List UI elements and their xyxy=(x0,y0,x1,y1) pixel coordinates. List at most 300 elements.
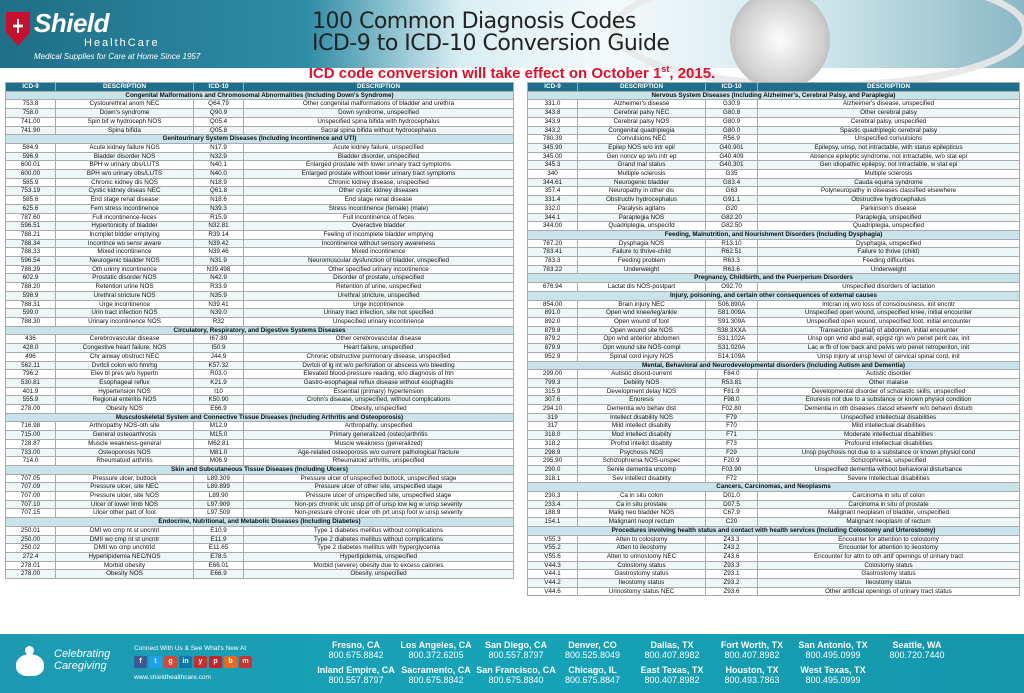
icd10-description: Unspecified intellectual disabilities xyxy=(758,413,1020,422)
icd10-description: Rheumatoid arthritis, unspecified xyxy=(244,457,514,466)
icd10-code: M62.81 xyxy=(194,439,244,448)
section-title: Feeding, Malnutrition, and Nourishment Disorders (Including Dysphagia) xyxy=(528,230,1020,239)
youtube-icon[interactable]: y xyxy=(194,656,207,668)
icd9-code: 788.31 xyxy=(6,300,56,309)
icd9-code: 952.9 xyxy=(528,352,578,361)
icd9-description: Malig neo bladder NOS xyxy=(578,509,706,518)
icd10-code: Z93.1 xyxy=(706,570,758,579)
icd9-code: 600.00 xyxy=(6,170,56,179)
icd10-code: E11.65 xyxy=(194,544,244,553)
section-header-row xyxy=(528,526,1020,535)
icd9-description: Brain injury NEC xyxy=(578,300,706,309)
icd9-code: 250.00 xyxy=(6,535,56,544)
icd9-description: DMI wo cmp nt st uncntrl xyxy=(56,526,194,535)
icd10-code: E66.9 xyxy=(194,570,244,579)
icd10-code: G83.4 xyxy=(706,178,758,187)
icd10-description: Enuresis not due to a substance or known physiol condition xyxy=(758,396,1020,405)
icd9-code: 585.6 xyxy=(6,196,56,205)
table-row xyxy=(528,100,1020,109)
icd10-description: Non-prs chronic ulc unsp prt of unsp low leg w unsp severity xyxy=(244,500,514,509)
icd9-code: V55.3 xyxy=(528,535,578,544)
icd9-description: Cystourethral anom NEC xyxy=(56,100,194,109)
icd9-code: 562.11 xyxy=(6,361,56,370)
icd9-code: 343.2 xyxy=(528,126,578,135)
icd9-code: 600.01 xyxy=(6,161,56,170)
icd9-code: 344.1 xyxy=(528,213,578,222)
table-row xyxy=(528,518,1020,527)
icd9-code: 796.2 xyxy=(6,370,56,379)
icd10-code: I67.89 xyxy=(194,335,244,344)
icd10-code: Q90.9 xyxy=(194,109,244,118)
table-row xyxy=(528,457,1020,466)
col-icd10: ICD-10 xyxy=(194,83,244,92)
table-row xyxy=(6,526,514,535)
table-body-left xyxy=(6,91,514,578)
icd10-code: R53.81 xyxy=(706,378,758,387)
icd9-code: 585.9 xyxy=(6,178,56,187)
table-row xyxy=(6,100,514,109)
icd10-description: Other congenital malformations of bladder and urethra xyxy=(244,100,514,109)
section-header-row xyxy=(528,274,1020,283)
icd10-description: Feeding difficulties xyxy=(758,257,1020,266)
table-row xyxy=(6,109,514,118)
icd9-description: Intellect disability NOS xyxy=(578,413,706,422)
icd10-code: D07.5 xyxy=(706,500,758,509)
icd9-code: 343.8 xyxy=(528,109,578,118)
icd10-description: Enlarged prostate without lower urinary tract symptoms xyxy=(244,170,514,179)
col-icd9: ICD-9 xyxy=(6,83,56,92)
icd10-description: Intcran inj w/o loss of consciousness, init encntr xyxy=(758,300,1020,309)
icd9-description: Schizophrenia NOS-unspec xyxy=(578,457,706,466)
notice-tail: , 2015. xyxy=(669,65,716,82)
icd10-code: L89.90 xyxy=(194,492,244,501)
title-line-2: ICD-9 to ICD-10 Conversion Guide xyxy=(312,31,670,56)
icd10-description: Gastrostomy status xyxy=(758,570,1020,579)
icd10-code: F84.0 xyxy=(706,370,758,379)
icd9-code: 715.00 xyxy=(6,431,56,440)
icd9-code: 278.01 xyxy=(6,561,56,570)
pinterest-icon[interactable]: p xyxy=(209,656,222,668)
icd10-code: F03.90 xyxy=(706,465,758,474)
table-row xyxy=(528,178,1020,187)
icd10-code: G63 xyxy=(706,187,758,196)
icd9-code: 345.00 xyxy=(528,152,578,161)
table-row xyxy=(528,135,1020,144)
icd10-description: Feeling of incomplete bladder emptying xyxy=(244,230,514,239)
table-row xyxy=(6,570,514,579)
icd10-description: Lac w fb of low back and pelvis w/o penet retroperiton, init xyxy=(758,344,1020,353)
icd10-description: Full incontinence of feces xyxy=(244,213,514,222)
icd9-code: V44.6 xyxy=(528,587,578,596)
icd9-code: 344.00 xyxy=(528,222,578,231)
icd10-code: N42.9 xyxy=(194,274,244,283)
icd9-code: 602.9 xyxy=(6,274,56,283)
icd9-description: Neuropathy in other dis xyxy=(578,187,706,196)
icd10-code: Q64.79 xyxy=(194,100,244,109)
icd9-description: Pressure ulcer, buttock xyxy=(56,474,194,483)
icd10-code: S06.890A xyxy=(706,300,758,309)
table-row xyxy=(528,492,1020,501)
icd10-description: Chronic kidney disease, unspecified xyxy=(244,178,514,187)
table-row xyxy=(528,509,1020,518)
table-row xyxy=(6,309,514,318)
icd10-description: Disorder of prostate, unspecified xyxy=(244,274,514,283)
icd9-description: Open wound of foot xyxy=(578,317,706,326)
icd10-code: G80.8 xyxy=(706,109,758,118)
table-row xyxy=(528,204,1020,213)
icd10-description: Non-pressure chronic ulcer oth prt unsp foot w unsp severity xyxy=(244,509,514,518)
location-east-texas: East Texas, TX 800.407.8982 xyxy=(640,665,704,685)
section-title: Injury, poisoning, and certain other consequences of external causes xyxy=(528,291,1020,300)
brand-tagline: Medical Supplies for Care at Home Since 1957 xyxy=(34,52,201,61)
icd9-code: 783.41 xyxy=(528,248,578,257)
icd9-description: Mild intellect disabilty xyxy=(578,422,706,431)
icd10-description: Other malaise xyxy=(758,378,1020,387)
icd10-description: Type 2 diabetes mellitus without complications xyxy=(244,535,514,544)
section-header-row xyxy=(528,91,1020,100)
icd10-code: R56.9 xyxy=(706,135,758,144)
location-los-angeles: Los Angeles, CA 800.372.6205 xyxy=(400,640,472,660)
icd9-description: Congenital quadriplegia xyxy=(578,126,706,135)
codes-table-left xyxy=(5,82,514,579)
icd9-code: 625.6 xyxy=(6,204,56,213)
icd10-code: S91.309A xyxy=(706,317,758,326)
icd9-description: Chr airway obstruct NEC xyxy=(56,352,194,361)
icd9-description: Congestive heart failure, NOS xyxy=(56,344,194,353)
icd10-description: Crohn's disease, unspecified, without complications xyxy=(244,396,514,405)
icd9-description: Neurogenic bladder NOS xyxy=(56,257,194,266)
icd9-code: 345.90 xyxy=(528,143,578,152)
icd10-code: N31.9 xyxy=(194,257,244,266)
icd9-code: 294.10 xyxy=(528,405,578,414)
table-row xyxy=(528,143,1020,152)
icd9-description: Psychosis NOS xyxy=(578,448,706,457)
icd10-description: Dvrtcli of lg int w/o perforation or abscess w/o bleeding xyxy=(244,361,514,370)
table-row xyxy=(6,170,514,179)
icd10-code: N18.6 xyxy=(194,196,244,205)
icd10-description: Overactive bladder xyxy=(244,222,514,231)
linkedin-icon[interactable]: in xyxy=(179,656,192,668)
table-row xyxy=(528,422,1020,431)
icd10-code: F29 xyxy=(706,448,758,457)
icd10-description: Unspecified urinary incontinence xyxy=(244,317,514,326)
icd9-code: 787.20 xyxy=(528,239,578,248)
icd10-code: E66.01 xyxy=(194,561,244,570)
icd9-code: 154.1 xyxy=(528,518,578,527)
icd9-description: Debility NOS xyxy=(578,378,706,387)
location-inland-empire: Inland Empire, CA 800.557.8797 xyxy=(317,665,395,685)
icd9-description: Cystic kidney diseas NEC xyxy=(56,187,194,196)
twitter-icon[interactable]: t xyxy=(149,656,162,668)
icd10-code: N39.46 xyxy=(194,248,244,257)
icd9-description: General osteoarthrosis xyxy=(56,431,194,440)
icd10-description: Carcinoma in situ of prostate xyxy=(758,500,1020,509)
icd9-description: Ileostomy status xyxy=(578,579,706,588)
icd9-code: 332.0 xyxy=(528,204,578,213)
icd9-description: Alzheimer's disease xyxy=(578,100,706,109)
table-row xyxy=(6,335,514,344)
blog-icon[interactable]: b xyxy=(224,656,237,668)
icd9-code: 728.87 xyxy=(6,439,56,448)
table-row xyxy=(528,352,1020,361)
table-row xyxy=(6,283,514,292)
icd10-code: M81.0 xyxy=(194,448,244,457)
table-row xyxy=(528,344,1020,353)
table-row xyxy=(528,187,1020,196)
icd9-code: 780.39 xyxy=(528,135,578,144)
icd9-description: Atten to colostomy xyxy=(578,535,706,544)
icd9-description: Mod intellect disabilty xyxy=(578,431,706,440)
icd10-code: D01.0 xyxy=(706,492,758,501)
icd10-code: S14.109A xyxy=(706,352,758,361)
table-row xyxy=(528,239,1020,248)
icd10-code: K21.9 xyxy=(194,378,244,387)
icd10-description: Obstructive hydrocephalus xyxy=(758,196,1020,205)
icd10-description: End stage renal disease xyxy=(244,196,514,205)
table-row xyxy=(6,248,514,257)
icd9-code: 357.4 xyxy=(528,187,578,196)
table-row xyxy=(6,300,514,309)
table-header-row xyxy=(528,83,1020,92)
icd9-description: Prostatic disorder NOS xyxy=(56,274,194,283)
icd10-description: Heart failure, unspecified xyxy=(244,344,514,353)
table-row xyxy=(6,396,514,405)
icd9-description: Arthropathy NOS-oth site xyxy=(56,422,194,431)
icd10-description: Schizophrenia, unspecified xyxy=(758,457,1020,466)
icd9-code: 753.8 xyxy=(6,100,56,109)
icd10-code: G30.9 xyxy=(706,100,758,109)
location-san-diego: San Diego, CA 800.557.8797 xyxy=(484,640,547,660)
icd10-description: Quadriplegia, unspecified xyxy=(758,222,1020,231)
section-title: Mental, Behavioral and Neurodevelopmental disorders (Including Autism and Dementia) xyxy=(528,361,1020,370)
icd9-description: Obesity NOS xyxy=(56,405,194,414)
icd10-code: N39.0 xyxy=(194,309,244,318)
table-row xyxy=(6,561,514,570)
icd10-description: Urinary tract infection, site not specified xyxy=(244,309,514,318)
section-header-row xyxy=(528,483,1020,492)
notice-text: ICD code conversion will take effect on October 1 xyxy=(308,65,662,82)
table-row xyxy=(6,152,514,161)
section-header-row xyxy=(6,135,514,144)
table-row xyxy=(528,500,1020,509)
celebrating-caregiving-text xyxy=(54,648,110,672)
icd9-description: DMII wo cmp uncntrld xyxy=(56,544,194,553)
icd9-description: Oth urinry incontinence xyxy=(56,265,194,274)
icd9-code: 787.60 xyxy=(6,213,56,222)
social-links xyxy=(134,656,252,668)
table-row xyxy=(6,387,514,396)
icd10-code: F81.9 xyxy=(706,387,758,396)
icd9-description: Dvrtcli colon w/o hmrhg xyxy=(56,361,194,370)
table-row xyxy=(528,161,1020,170)
icd9-code: 788.30 xyxy=(6,317,56,326)
shield-cross-icon xyxy=(6,12,30,46)
icd10-description: Unspecified open wound, unspecified knee, initial encounter xyxy=(758,309,1020,318)
icd10-description: Pressure ulcer of unspecified buttock, unspecified stage xyxy=(244,474,514,483)
icd9-code: 250.02 xyxy=(6,544,56,553)
icd10-code: I10 xyxy=(194,387,244,396)
icd10-description: Enlarged prostate with lower urinary tract symptoms xyxy=(244,161,514,170)
icd10-description: Mixed incontinence xyxy=(244,248,514,257)
icd10-code: G40.301 xyxy=(706,161,758,170)
icd9-code: 318.2 xyxy=(528,439,578,448)
icd9-code: 879.8 xyxy=(528,326,578,335)
icd10-description: Encounter for attn to oth artif openings of urinary tract xyxy=(758,552,1020,561)
table-row xyxy=(6,535,514,544)
icd9-code: 598.9 xyxy=(6,291,56,300)
section-title: Congenital Malformations and Chromosomal Abnormalities (Including Down's Syndrome) xyxy=(6,91,514,100)
icd9-description: Hyperlipidemia NEC/NOS xyxy=(56,552,194,561)
icd9-description: Spin bif w hydroceph NOS xyxy=(56,117,194,126)
icd9-description: Atten to ileostomy xyxy=(578,544,706,553)
header-bar xyxy=(0,0,1024,68)
icd10-code: R32 xyxy=(194,317,244,326)
email-icon[interactable]: m xyxy=(239,656,252,668)
brand-subname: HealthCare xyxy=(84,37,160,49)
table-row xyxy=(528,326,1020,335)
icd10-code: L89.309 xyxy=(194,474,244,483)
table-row xyxy=(528,126,1020,135)
section-header-row xyxy=(528,291,1020,300)
icd10-description: Other specified urinary incontinence xyxy=(244,265,514,274)
icd9-description: Underweight xyxy=(578,265,706,274)
icd10-description: Neuromuscular dysfunction of bladder, unspecified xyxy=(244,257,514,266)
table-row xyxy=(528,265,1020,274)
icd9-code: 250.01 xyxy=(6,526,56,535)
website-link[interactable]: www.shieldhealthcare.com xyxy=(134,674,211,681)
icd10-description: Obesity, unspecified xyxy=(244,405,514,414)
col-icd10: ICD-10 xyxy=(706,83,758,92)
brand-name: Shield xyxy=(34,8,110,38)
icd9-description: Obstructiv hydrocephalus xyxy=(578,196,706,205)
icd10-description: Other cerebrovascular disease xyxy=(244,335,514,344)
icd10-description: Polyneuropathy in diseases classified elsewhere xyxy=(758,187,1020,196)
location-denver: Denver, CO 800.525.8049 xyxy=(564,640,621,660)
facebook-icon[interactable]: f xyxy=(134,656,147,668)
icd9-description: Colostomy status xyxy=(578,561,706,570)
icd10-code: M12.9 xyxy=(194,422,244,431)
icd10-description: Moderate intellectual disabilities xyxy=(758,431,1020,440)
icd9-description: Obesity NOS xyxy=(56,570,194,579)
icd9-description: Malignant neopl rectum xyxy=(578,518,706,527)
icd10-code: Z43.6 xyxy=(706,552,758,561)
icd10-code: R62.51 xyxy=(706,248,758,257)
section-title: Procedures involving health status and contact with health services (Including Colostomy and Urterostomy) xyxy=(528,526,1020,535)
icd10-description: Down syndrome, unspecified xyxy=(244,109,514,118)
icd9-description: Hypertonicity of bladder xyxy=(56,222,194,231)
location-seattle: Seattle, WA 800.720.7440 xyxy=(889,640,945,660)
icd9-code: 891.0 xyxy=(528,309,578,318)
table-row xyxy=(528,248,1020,257)
icd10-code: R15.9 xyxy=(194,213,244,222)
icd9-code: 340 xyxy=(528,170,578,179)
icd10-code: N17.9 xyxy=(194,143,244,152)
icd10-code: G82.20 xyxy=(706,213,758,222)
icd9-description: Gastrostomy status xyxy=(578,570,706,579)
icd10-code: K50.90 xyxy=(194,396,244,405)
table-row xyxy=(6,500,514,509)
icd10-code: E66.9 xyxy=(194,405,244,414)
icd9-code: V44.3 xyxy=(528,561,578,570)
icd9-description: Feeding problem xyxy=(578,257,706,266)
table-row xyxy=(6,178,514,187)
icd9-code: 753.19 xyxy=(6,187,56,196)
icd10-description: Severe intellectual disabilities xyxy=(758,474,1020,483)
icd9-code: 599.0 xyxy=(6,309,56,318)
icd9-description: Enuresis xyxy=(578,396,706,405)
section-title: Circulatory, Respiratory, and Digestive Systems Diseases xyxy=(6,326,514,335)
icd10-code: N39.498 xyxy=(194,265,244,274)
table-row xyxy=(528,413,1020,422)
col-desc9: DESCRIPTION xyxy=(578,83,706,92)
icd9-description: Ca in situ colon xyxy=(578,492,706,501)
table-row xyxy=(528,213,1020,222)
caregiving-label: Caregiving xyxy=(54,660,107,672)
icd10-code: C67.9 xyxy=(706,509,758,518)
icd10-description: Paraplegia, unspecified xyxy=(758,213,1020,222)
icd10-description: Bladder disorder, unspecified xyxy=(244,152,514,161)
table-row xyxy=(528,109,1020,118)
icd10-code: G82.50 xyxy=(706,222,758,231)
icd9-description: Bladder disorder NOS xyxy=(56,152,194,161)
location-fort-worth: Fort Worth, TX 800.407.8982 xyxy=(720,640,784,660)
icd10-description: Autistic disorder xyxy=(758,370,1020,379)
table-row xyxy=(6,204,514,213)
icd10-description: Profound intellectual disabilities xyxy=(758,439,1020,448)
icd9-description: Urin tract infection NOS xyxy=(56,309,194,318)
icd10-code: C20 xyxy=(706,518,758,527)
icd9-code: 298.9 xyxy=(528,448,578,457)
icd9-description: Chronic kidney dis NOS xyxy=(56,178,194,187)
icd9-code: 788.34 xyxy=(6,239,56,248)
icd10-code: N18.9 xyxy=(194,178,244,187)
icd10-code: R33.9 xyxy=(194,283,244,292)
icd9-code: 343.9 xyxy=(528,117,578,126)
icd10-code: L97.909 xyxy=(194,500,244,509)
icd9-description: Urinary incontinence NOS xyxy=(56,317,194,326)
icd10-description: Dementia in oth diseases classd elsewhr w/o behavri disturb xyxy=(758,405,1020,414)
shield-logo[interactable] xyxy=(4,6,204,62)
icd10-code: M15.0 xyxy=(194,431,244,440)
icd9-description: Sev intellect disabilty xyxy=(578,474,706,483)
icd10-description: Unsp injury at unsp level of cervical spinal cord, init xyxy=(758,352,1020,361)
icd9-description: Epilep NOS w/o intr epil xyxy=(578,143,706,152)
icd10-code: K57.32 xyxy=(194,361,244,370)
icd9-code: 799.3 xyxy=(528,378,578,387)
icd9-description: Urinostomy status NEC xyxy=(578,587,706,596)
google-plus-icon[interactable]: g xyxy=(164,656,177,668)
icd9-description: Open wnd knee/leg/ankle xyxy=(578,309,706,318)
table-row xyxy=(528,474,1020,483)
icd9-code: 714.0 xyxy=(6,457,56,466)
table-row xyxy=(528,378,1020,387)
icd10-code: R63.6 xyxy=(706,265,758,274)
icd10-description: Other cerebral palsy xyxy=(758,109,1020,118)
icd9-description: Pressure ulcer, site NOS xyxy=(56,492,194,501)
icd10-code: R03.0 xyxy=(194,370,244,379)
icd9-code: 783.3 xyxy=(528,257,578,266)
icd9-code: 278.00 xyxy=(6,405,56,414)
icd10-code: L97.509 xyxy=(194,509,244,518)
connect-text: Connect With Us & See What's New At xyxy=(134,645,247,652)
location-west-texas: West Texas, TX 800.495.0999 xyxy=(800,665,866,685)
table-row xyxy=(528,439,1020,448)
table-row xyxy=(528,317,1020,326)
icd9-code: 318.1 xyxy=(528,474,578,483)
icd9-code: 707.15 xyxy=(6,509,56,518)
icd9-description: End stage renal disease xyxy=(56,196,194,205)
table-row xyxy=(528,283,1020,292)
